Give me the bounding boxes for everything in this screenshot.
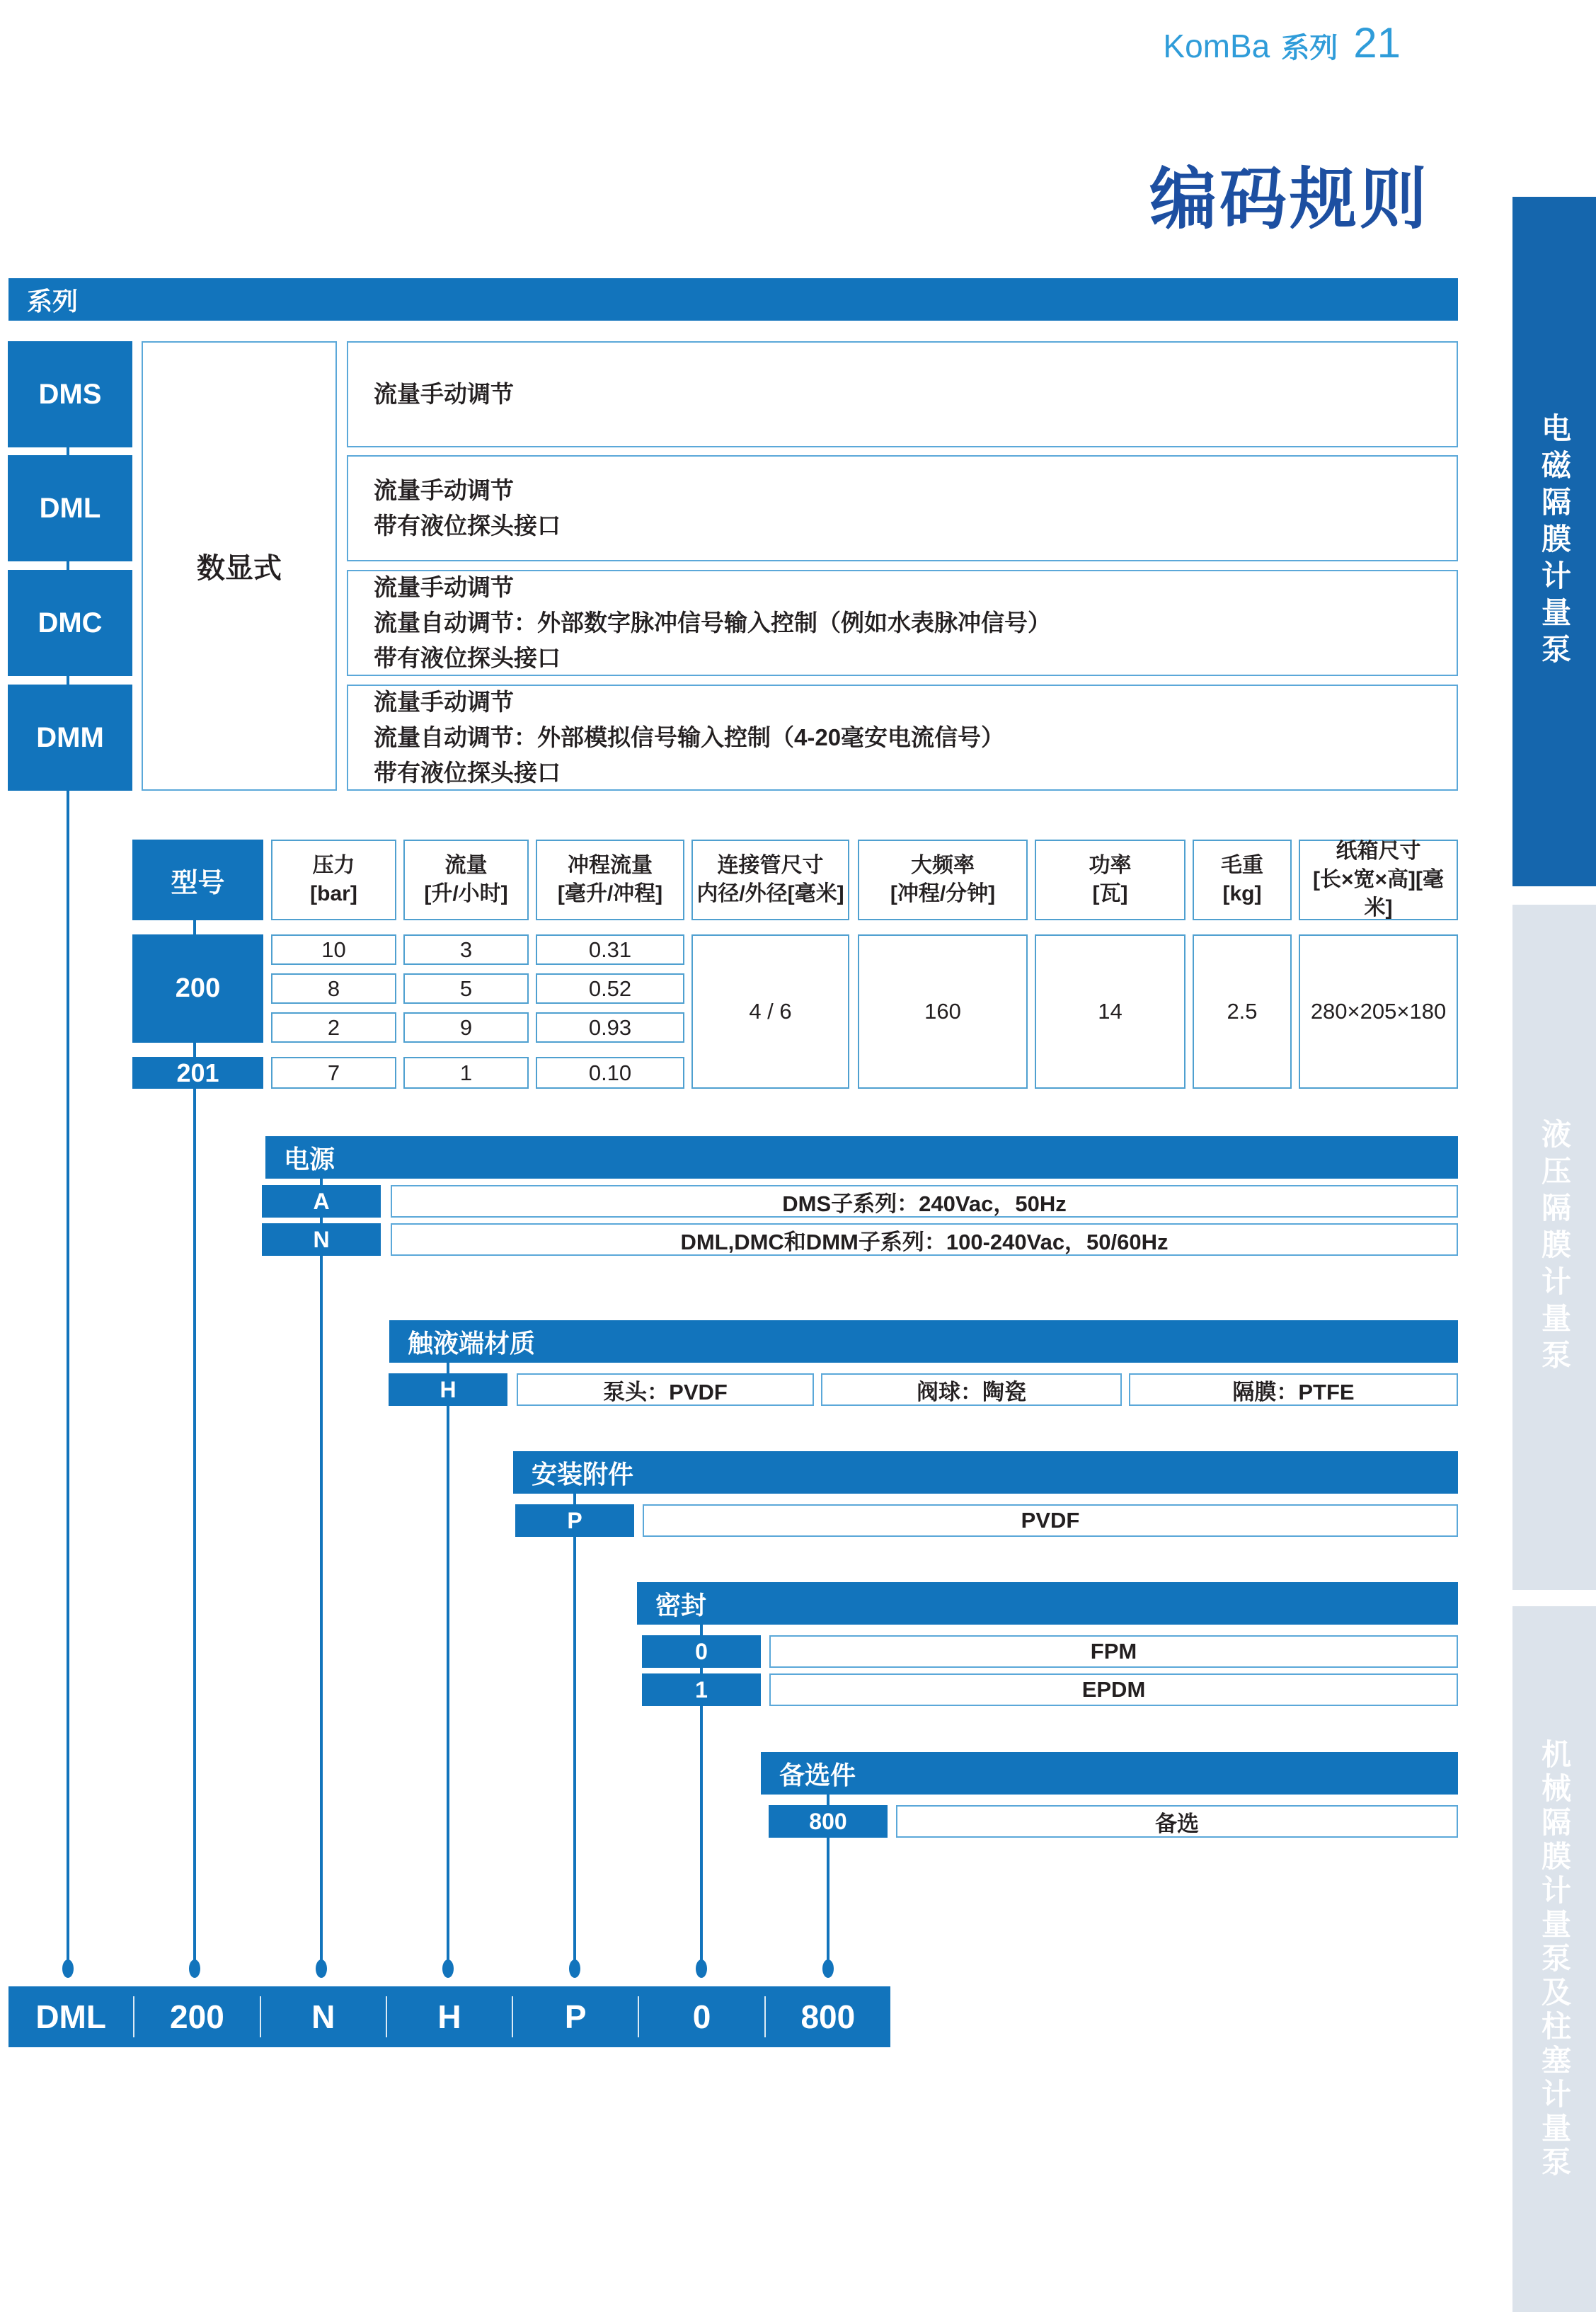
power-code-n: N (262, 1223, 381, 1256)
table-cell: 3 (403, 934, 529, 965)
desc-line: 流量手动调节 (374, 477, 514, 503)
desc-line: 流量手动调节 (374, 574, 514, 600)
connector-dot-material (442, 1959, 454, 1978)
table-cell: 2 (271, 1012, 396, 1043)
col-label: 毛重 (1221, 854, 1263, 877)
optional-code-800: 800 (769, 1805, 888, 1838)
power-value-a: DMS子系列：240Vac，50Hz (391, 1185, 1458, 1218)
table-cell-frequency: 160 (858, 934, 1028, 1089)
table-cell: 0.52 (536, 973, 684, 1004)
col-label: 流量 (444, 854, 488, 877)
col-label: 功率 (1089, 854, 1132, 877)
power-value-n: DML,DMC和DMM子系列：100-240Vac，50/60Hz (391, 1223, 1458, 1256)
code-segment-model: 200 (170, 1998, 224, 2035)
table-cell: 10 (271, 934, 396, 965)
series-code-dml: DML (8, 455, 132, 561)
connector-dot-power (316, 1959, 327, 1978)
table-cell: 0.93 (536, 1012, 684, 1043)
col-label: 冲程流量 (568, 854, 653, 877)
code-segment-power: N (311, 1998, 335, 2035)
connector-line-material (447, 1338, 449, 1965)
code-segment-seal: 0 (692, 1998, 711, 2035)
series-desc-dmc (347, 570, 1458, 676)
material-value-valve-ball: 阀球：陶瓷 (821, 1373, 1122, 1406)
col-header-pipe-size (691, 840, 849, 920)
sidebar-tab-mechanical-pump[interactable]: 机械隔膜计量泵及柱塞计量泵 (1512, 1606, 1596, 2312)
col-unit: [瓦] (1092, 882, 1128, 905)
desc-line: 带有液位探头接口 (374, 645, 561, 671)
connector-dot-mounting (569, 1959, 580, 1978)
desc-line: 带有液位探头接口 (374, 760, 561, 786)
code-segment-material: H (437, 1998, 461, 2035)
series-code-dmm: DMM (8, 685, 132, 791)
col-label: 压力 (312, 854, 355, 877)
sidebar-tab-hydraulic-pump[interactable]: 液压隔膜计量泵 (1512, 905, 1596, 1590)
table-cell: 8 (271, 973, 396, 1004)
col-unit: [bar] (310, 882, 357, 905)
desc-line: 带有液位探头接口 (374, 513, 561, 539)
seal-section-header: 密封 (637, 1582, 1458, 1625)
series-type-box: 数显式 (142, 341, 337, 791)
col-unit: [冲程/分钟] (890, 882, 996, 905)
col-header-carton (1299, 840, 1458, 920)
page-title: 编码规则 (1149, 162, 1430, 237)
table-cell-pipe: 4 / 6 (691, 934, 849, 1089)
table-cell: 0.10 (536, 1057, 684, 1089)
col-unit: [升/小时] (424, 882, 508, 905)
col-header-flow (403, 840, 529, 920)
desc-line: 流量手动调节 (374, 381, 514, 407)
col-label: 大频率 (911, 854, 975, 877)
series-desc-dmm (347, 685, 1458, 791)
desc-line: 流量手动调节 (374, 689, 514, 715)
col-unit: [毫升/冲程] (557, 882, 663, 905)
col-label: 纸箱尺寸 (1336, 840, 1421, 863)
table-cell: 5 (403, 973, 529, 1004)
power-section-header: 电源 (265, 1136, 1458, 1179)
col-header-stroke-flow (536, 840, 684, 920)
code-segment-optional: 800 (800, 1998, 856, 2035)
model-code-200: 200 (132, 934, 263, 1043)
brand-name: KomBa (1163, 28, 1270, 64)
seal-code-1: 1 (642, 1673, 761, 1706)
series-code-dmc: DMC (8, 570, 132, 676)
seal-code-0: 0 (642, 1635, 761, 1668)
col-header-power (1035, 840, 1185, 920)
col-unit: [长×宽×高][毫米] (1312, 868, 1444, 920)
sidebar-tab-solenoid-pump[interactable]: 电磁隔膜计量泵 (1512, 197, 1596, 886)
optional-section-header: 备选件 (761, 1752, 1458, 1795)
code-segment-series: DML (35, 1998, 106, 2035)
connector-dot-model (189, 1959, 200, 1978)
col-header-pressure (271, 840, 396, 920)
page-number: 21 (1353, 19, 1401, 67)
seal-value-1: EPDM (769, 1673, 1458, 1706)
col-header-frequency (858, 840, 1028, 920)
optional-value: 备选 (896, 1805, 1458, 1838)
table-cell: 9 (403, 1012, 529, 1043)
power-code-a: A (262, 1185, 381, 1218)
seal-value-0: FPM (769, 1635, 1458, 1668)
connector-dot-series (62, 1959, 74, 1978)
model-code-201: 201 (132, 1057, 263, 1089)
material-value-diaphragm: 隔膜：PTFE (1129, 1373, 1458, 1406)
mounting-section-header: 安装附件 (513, 1451, 1458, 1494)
page-header-brand (1163, 18, 1401, 67)
desc-line: 流量自动调节：外部数字脉冲信号输入控制（例如水表脉冲信号） (374, 610, 1051, 636)
table-cell-weight: 2.5 (1193, 934, 1292, 1089)
series-desc-dml (347, 455, 1458, 561)
material-code-h: H (389, 1373, 507, 1406)
table-model-header: 型号 (132, 840, 263, 920)
col-label: 连接管尺寸 (717, 854, 824, 877)
series-desc-dms (347, 341, 1458, 447)
col-header-weight (1193, 840, 1292, 920)
col-unit: 内径/外径[毫米] (696, 882, 844, 905)
series-code-dms: DMS (8, 341, 132, 447)
table-cell: 7 (271, 1057, 396, 1089)
connector-line-power (320, 1154, 323, 1965)
desc-line: 流量自动调节：外部模拟信号输入控制（4-20毫安电流信号） (374, 724, 1005, 750)
connector-dot-seal (696, 1959, 707, 1978)
material-section-header: 触液端材质 (389, 1320, 1458, 1363)
code-segment-mounting: P (564, 1998, 587, 2035)
table-cell-carton: 280×205×180 (1299, 934, 1458, 1089)
connector-dot-optional (822, 1959, 834, 1978)
brand-suffix: 系列 (1281, 33, 1338, 64)
series-header-bar: 系列 (8, 278, 1458, 321)
connector-line-mounting (573, 1472, 576, 1965)
col-unit: [kg] (1222, 882, 1262, 905)
connector-line-optional (827, 1770, 829, 1965)
table-cell: 0.31 (536, 934, 684, 965)
table-cell: 1 (403, 1057, 529, 1089)
mounting-value: PVDF (643, 1504, 1458, 1537)
mounting-code-p: P (515, 1504, 634, 1537)
material-value-pump-head: 泵头：PVDF (517, 1373, 814, 1406)
table-cell-power: 14 (1035, 934, 1185, 1089)
order-code-bar (8, 1986, 890, 2047)
